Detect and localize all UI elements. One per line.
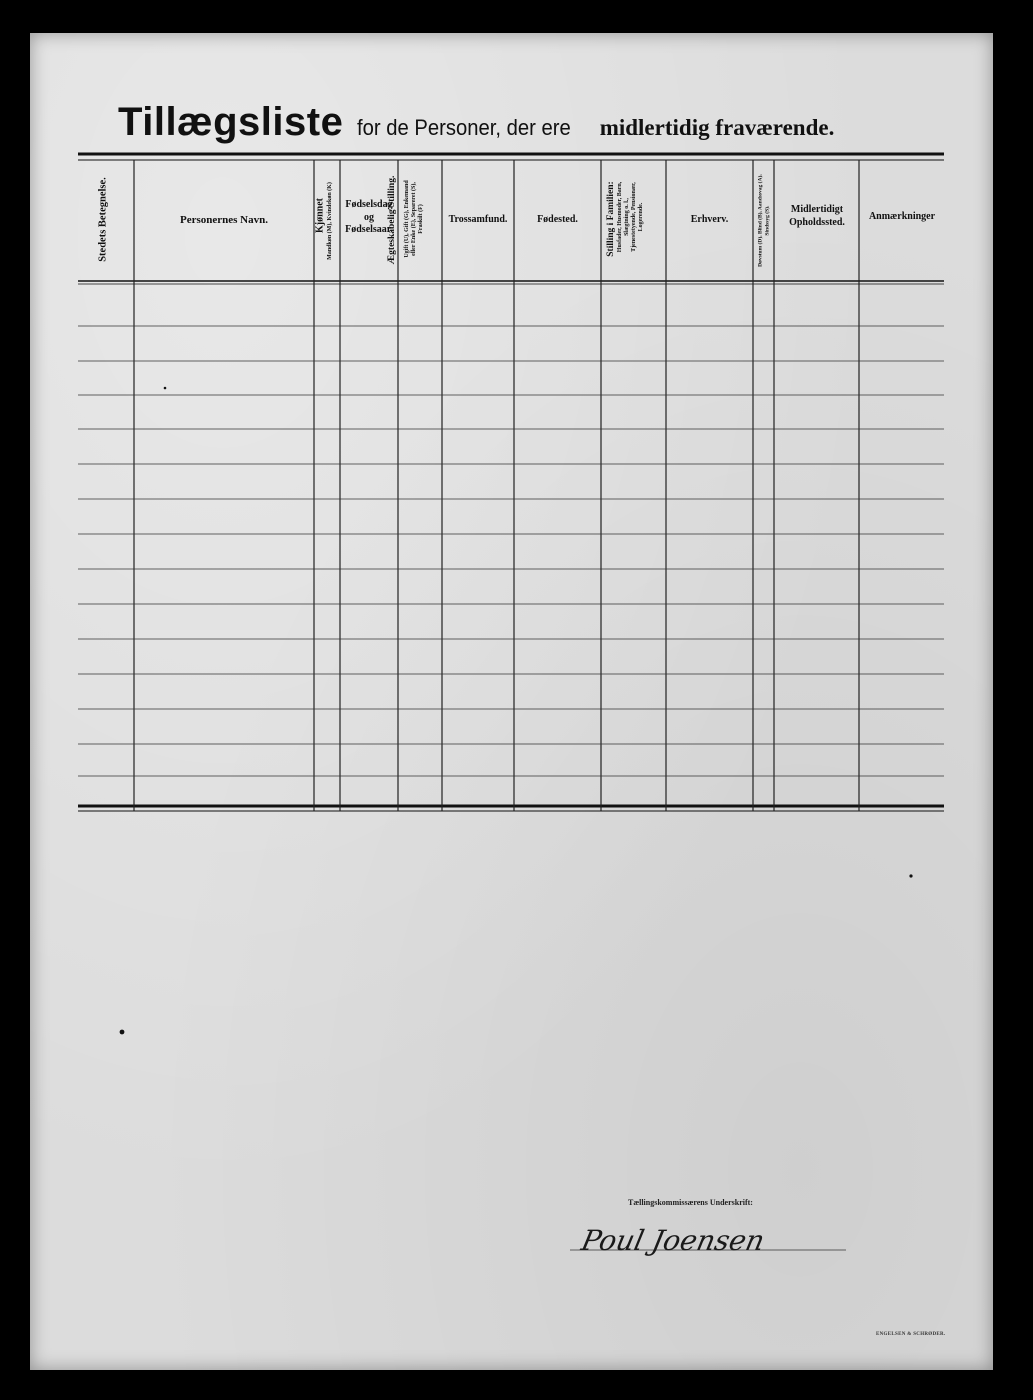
header-midl-1: Midlertidigt — [790, 204, 844, 215]
header-anm: Anmærkninger — [868, 211, 936, 222]
header-stilling-sub3: Tjenestetyende, Pensionær, — [631, 182, 637, 252]
title-bold: midlertidig fraværende. — [599, 115, 835, 140]
title-main: Tillægsliste — [118, 100, 344, 144]
header-kjonnet: Kjønnet — [314, 198, 326, 233]
signature-name: Poul Joensen — [578, 1224, 768, 1257]
header-aegteskab-sub3: Fraskilt (F) — [418, 204, 424, 234]
header-stilling-sub2: Slægtning o. l., — [624, 198, 630, 236]
header-dovstum: Døvstum (D), Blind (B), Aandssvag (A), Sindssyg (S). — [757, 174, 770, 267]
header-stilling-sub4: Logerende. — [638, 202, 644, 232]
header-erhverv: Erhverv. — [690, 214, 729, 225]
header-aegteskab-sub2: eller Enke (E), Separeret (S), — [411, 182, 417, 256]
header-fodselsdag-2: og — [364, 211, 374, 223]
header-fodselsdag-3: Fødselsaar. — [345, 224, 393, 235]
title-sub: for de Personer, der ere — [357, 115, 572, 140]
header-aegteskab-sub1: Ugift (U), Gift (G), Enkemand — [404, 180, 410, 258]
printer-mark: ENGELSEN & SCHRØDER. — [876, 1332, 946, 1337]
header-stilling: Stilling i Familien: — [606, 181, 616, 257]
header-fodested: Fødested. — [537, 214, 578, 225]
header-aegteskab: Ægteskabelig Stilling. — [387, 175, 397, 265]
header-stedets: Stedets Betegnelse. — [97, 177, 109, 262]
header-stilling-sub1: Husfader, Husmoder, Barn, — [617, 181, 623, 253]
header-tros: Trossamfund. — [448, 214, 508, 225]
signature-label: Tællingskommissærens Underskrift: — [628, 1198, 753, 1207]
header-navn: Personernes Navn. — [180, 214, 268, 226]
header-midl-2: Opholdssted. — [789, 216, 845, 228]
header-fodselsdag-1: Fødselsdag — [345, 199, 393, 210]
header-midlertidigt — [775, 204, 859, 229]
header-kjonnet-sub: Mandkøn (M), Kvindekøn (K) — [327, 182, 333, 260]
